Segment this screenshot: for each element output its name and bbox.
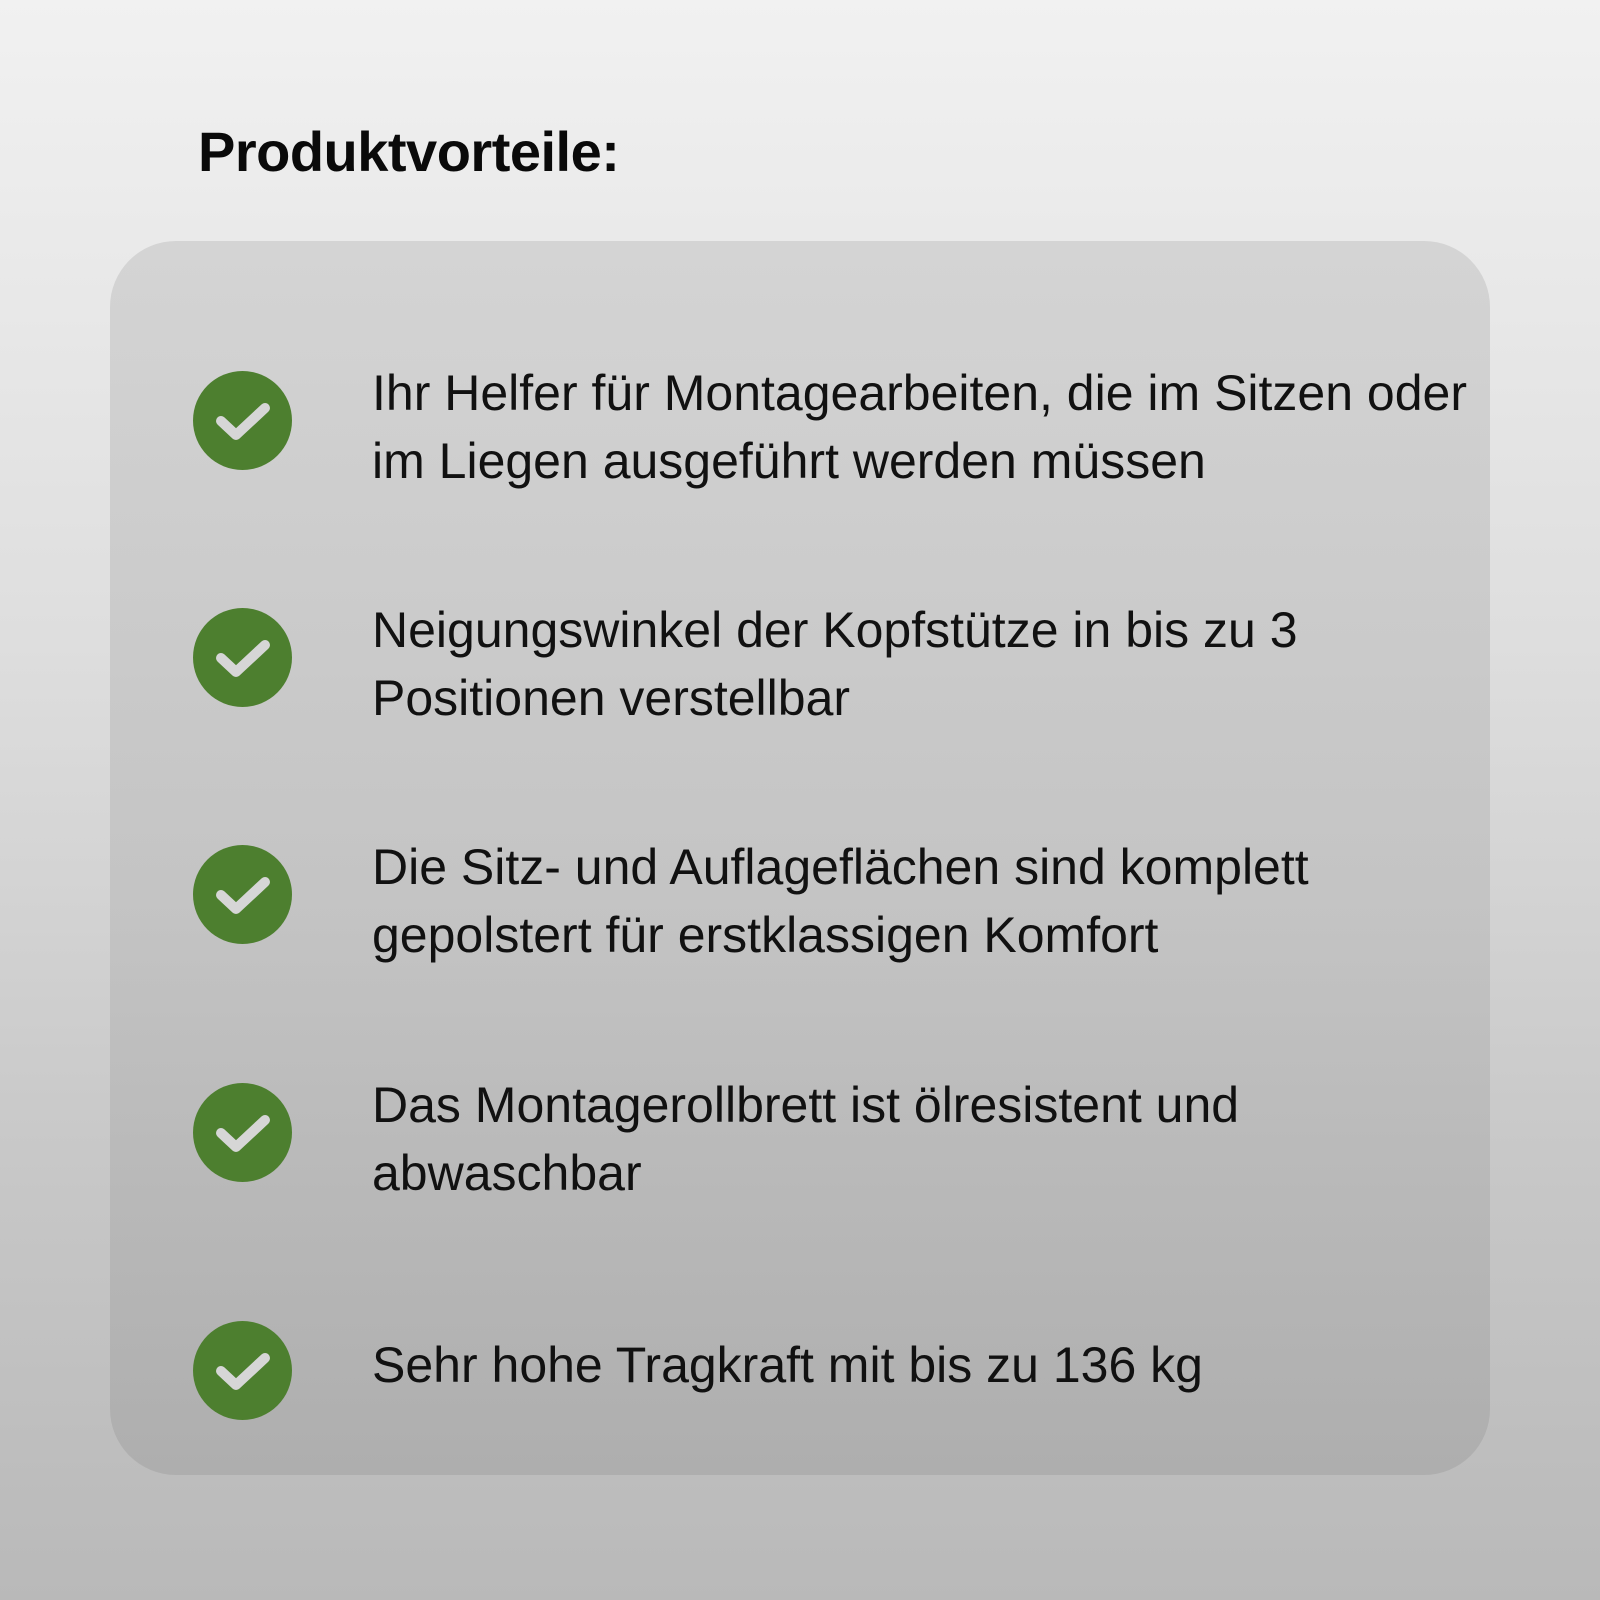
benefit-text: Ihr Helfer für Montagearbeiten, die im Sitzen oder im Liegen ausgeführt werden müssen — [372, 365, 1467, 489]
check-badge — [193, 845, 292, 944]
benefit-text: Neigungswinkel der Kopfstütze in bis zu 3 Positionen verstellbar — [372, 602, 1298, 726]
benefit-text: Die Sitz- und Auflageflächen sind komplett gepolstert für erstklassigen Komfort — [372, 839, 1309, 963]
page-title: Produktvorteile: — [198, 120, 620, 183]
checkmark-icon — [193, 1083, 292, 1182]
check-badge — [193, 1321, 292, 1420]
benefits-panel — [110, 241, 1490, 1475]
check-badge — [193, 1083, 292, 1182]
checkmark-icon — [193, 845, 292, 944]
benefit-item — [110, 568, 1490, 748]
check-badge — [193, 371, 292, 470]
benefit-item — [110, 331, 1490, 511]
checkmark-icon — [193, 1321, 292, 1420]
benefit-item — [110, 1281, 1490, 1461]
checkmark-icon — [193, 371, 292, 470]
benefit-text: Sehr hohe Tragkraft mit bis zu 136 kg — [372, 1337, 1203, 1393]
benefit-text: Das Montagerollbrett ist ölresistent und abwaschbar — [372, 1077, 1240, 1201]
benefit-item — [110, 1043, 1490, 1223]
benefit-item — [110, 805, 1490, 985]
checkmark-icon — [193, 608, 292, 707]
check-badge — [193, 608, 292, 707]
